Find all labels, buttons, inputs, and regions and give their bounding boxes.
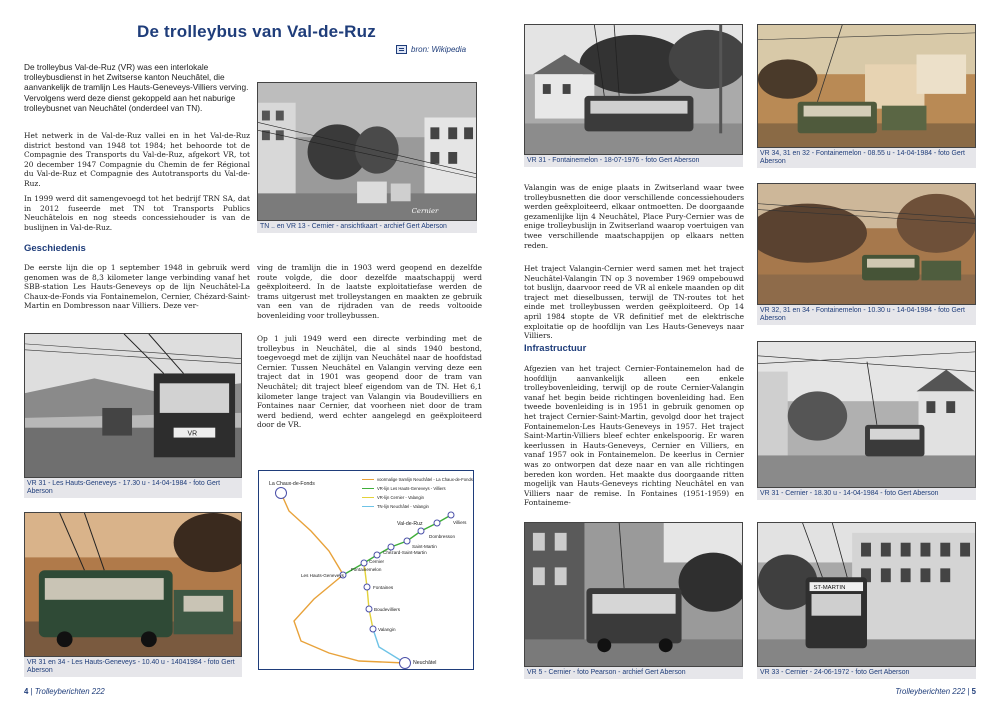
footer-left: 4 | Trolleyberichten 222 [24, 687, 105, 696]
source-note [396, 45, 466, 54]
lead-paragraph: De trolleybus Val-de-Ruz (VR) was een interlokale trolleybusdienst in het Zwitserse kanton Neuchâtel, die aanvankelijk de tramlijn Les Hauts-Geneveys-Villiers verving. Vervolgens werd deze dienst gekoppeld aan het naburige trolleybusnet van Neuchâtel (onderdeel van TN). [24, 62, 249, 113]
photo-vr31-hauts-geneveys [24, 333, 242, 478]
legend-item-tn [362, 504, 473, 509]
history-paragraph-1: De eerste lijn die op 1 september 1948 in gebruik werd genomen was de 8,3 kilometer lange verbinding vanaf het SBB-station Les Hauts-Geneveys op de lijn Neuchâtel-La Chaux-de-Fonds via Fontainemelon, Cernier, Chézard-Saint-Martin en Dombresson naar Villiers. Deze ver- [24, 263, 250, 311]
page-number-right: 5 [971, 687, 976, 696]
map-legend [362, 477, 473, 509]
photo-vr5-cernier [524, 522, 743, 667]
legend-item-vr-main [362, 486, 473, 491]
caption-vr31-34-hauts-geneveys: VR 31 en 34 - Les Hauts-Geneveys - 10.40 u - 14041984 - foto Gert Aberson [24, 657, 242, 677]
map-label-fontaines: Fontaines [373, 585, 394, 590]
map-label-villiers: Villiers [453, 520, 467, 525]
page-number-left: 4 [24, 687, 29, 696]
history-paragraph-3: Op 1 juli 1949 werd een directe verbinding met de trolleybus in Neuchâtel, die al sinds 1940 bestond, toegevoegd met de zijlijn van Neuchâtel naar de hoofdstad Cernier. Tussen Neuchâtel en Valangin verving deze een traject dat in 1901 was geopend door de tram van Neuchâtel; dit traject bleef eigendom van de TN. Het 6,1 kilometer lange traject van Valangin via Boudevilliers en Fontaines naar Cernier, dat voorheen niet door de tram werd bediend, werd echter aangelegd en geëxploiteerd door de VR. [257, 334, 482, 430]
map-label-boudevilliers: Boudevilliers [374, 607, 401, 612]
photo-dest-sign: ST-MARTIN [813, 585, 846, 592]
photo-bus-plate: VR [187, 430, 198, 438]
route-map [258, 470, 474, 670]
legend-swatch-tram [362, 479, 374, 481]
heading-history: Geschiedenis [24, 243, 86, 254]
history-paragraph-2: ving de tramlijn die in 1903 werd geopend en dezelfde route volgde, die door dezelfde maatschappij werd geëxploiteerd. In de laatste exploitatiefase werden de trams uitgerust met trolleystangen en maakten ze gebruik van een van de rijdraden van de reeds voltooide bovenleiding voor trolleybussen. [257, 263, 482, 320]
caption-vr32-31-34-fontainemelon: VR 32, 31 en 34 - Fontainemelon - 10.30 u - 14-04-1984 - foto Gert Aberson [757, 305, 976, 325]
legend-item-tram [362, 477, 473, 482]
map-label-fontainemelon: Fontainemelon [351, 567, 382, 572]
photo-vr31-34-hauts-geneveys [24, 512, 242, 657]
intro-paragraph-1: Het netwerk in de Val-de-Ruz vallei en in het Val-de-Ruz district bestond van 1948 tot 1984; het behoorde tot de Compagnie des Transports du Val-de-Ruz, afgekort VR, tot 20 december 1947 Compagnie du Chemin de fer Régional du Val-de-Ruz et Compagnie des Autotransports du Val-de-Ruz. [24, 131, 250, 188]
photo-cernier-sign: Cernier [411, 207, 439, 216]
caption-vr5-cernier: VR 5 - Cernier - foto Pearson - archief Gert Aberson [524, 667, 743, 679]
map-label-chaux: La Chaux-de-Fonds [269, 481, 315, 487]
map-label-hautsgeneveys: Les Hauts-Geneveys [301, 573, 344, 578]
legend-swatch-vr-main [362, 488, 374, 490]
infrastructure-paragraph: Afgezien van het traject Cernier-Fontainemelon had de hoofdlijn aanvankelijk alleen een enkele trolleybovenleiding, terwijl op de route Cernier-Valangin vanaf het begin beide richtingen bovenleiding had. Een tweede bovenleiding is in 1951 in gebruik genomen op het traject Cernier-Saint-Martin, gevolgd door het traject Fontainemelon-Les Hauts-Geneveys in 1957. Het traject Saint-Martin-Villiers bleef echter enkelspoorig. Er waren keerlussen in Hauts-Geneveys, Cernier en Villiers, en vanaf 1957 ook in Fontainemelon. De keerlus in Cernier was zo ontworpen dat deze naar en van alle richtingen bereden kon worden. Het maakte dus doorgaande ritten mogelijk van Hauts-Geneveys richting Neuchâtel en van Villiers naar de remise. In Fontaines (1951-1959) en Fontaineme- [524, 364, 744, 508]
heading-infrastructure: Infrastructuur [524, 343, 587, 354]
magazine-name-left: Trolleyberichten 222 [34, 687, 105, 696]
column3-paragraph-1: Valangin was de enige plaats in Zwitserland waar twee trolleybusnetten die door verschillende concessiehouders werden geëxploiteerd, elkaar ontmoetten. De doorgaande gezamenlijke lijn 4 Neuchâtel, Place Pury-Cernier was de enige trolleybuslijn in Zwitserland waarop voertuigen van twee verschillende maatschappijen op elkaars netten reden. [524, 183, 744, 250]
map-label-cernier: Cernier [369, 559, 385, 564]
caption-vr31-fontainemelon-1976: VR 31 - Fontainemelon - 18-07-1976 - foto Gert Aberson [524, 155, 743, 167]
source-label: bron: Wikipedia [411, 45, 467, 54]
map-label-valangin: Valangin [378, 627, 396, 632]
map-label-dombresson: Dombresson [429, 534, 456, 539]
legend-label-tram: voormalige tramlijn Neuchâtel - La Chaux-de-Fonds [377, 477, 473, 482]
caption-cernier-postcard: TN .. en VR 13 - Cernier - ansichtkaart - archief Gert Aberson [257, 221, 477, 233]
photo-vr33-cernier [757, 522, 976, 667]
intro-paragraph-2: In 1999 werd dit samengevoegd tot het bedrijf TRN SA, dat in 2012 fuseerde met TN tot Transports Publics Neuchâtelois en nog steeds concessiehouder is van de buslijnen in Val-de-Ruz. [24, 194, 250, 232]
map-label-neuchatel: Neuchâtel [413, 660, 437, 666]
legend-label-tn: TN-lijn Neuchâtel - Valangin [377, 504, 429, 509]
photo-vr31-cernier [757, 341, 976, 488]
legend-label-vr-main: VR-lijn Les Hauts-Geneveys - Villiers [377, 486, 446, 491]
caption-vr31-cernier: VR 31 - Cernier - 18.30 u - 14-04-1984 - foto Gert Aberson [757, 488, 976, 500]
legend-swatch-vr-branch [362, 497, 374, 499]
photo-vr31-fontainemelon-1976 [524, 24, 743, 155]
caption-vr33-cernier: VR 33 - Cernier - 24-06-1972 - foto Gert Aberson [757, 667, 976, 679]
photo-vr32-31-34-fontainemelon [757, 183, 976, 305]
map-label-valderuz: Val-de-Ruz [397, 521, 423, 527]
magazine-name-right: Trolleyberichten 222 [895, 687, 966, 696]
photo-cernier-postcard [257, 82, 477, 221]
legend-item-vr-branch [362, 495, 473, 500]
legend-label-vr-branch: VR-lijn Cernier - Valangin [377, 495, 424, 500]
column3-paragraph-2: Het traject Valangin-Cernier werd samen met het traject Neuchâtel-Valangin TN op 3 november 1969 ompebouwd tot buslijn, daarvoor reed de VR al enkele maanden op dit traject met dieselbussen, terwijl de TN-routes tot het einde met trolleybussen werden geëxploiteerd. Op 14 april 1984 stopte de VR definitief met de elektrische exploitatie op de hoofdlijn van Les Hauts-Geneveys naar Villiers. [524, 264, 744, 341]
caption-vr31-hauts-geneveys: VR 31 - Les Hauts-Geneveys - 17.30 u - 14-04-1984 - foto Gert Aberson [24, 478, 242, 498]
map-label-chezard: Chézard-Saint-Martin [383, 550, 427, 555]
article-title: De trolleybus van Val-de-Ruz [137, 22, 376, 41]
document-icon [396, 45, 407, 54]
photo-vr34-31-32-fontainemelon [757, 24, 976, 148]
legend-swatch-tn [362, 506, 374, 508]
footer-right: Trolleyberichten 222 | 5 [895, 687, 976, 696]
caption-vr34-31-32-fontainemelon: VR 34, 31 en 32 - Fontainemelon - 08.55 u - 14-04-1984 - foto Gert Aberson [757, 148, 976, 168]
map-label-saintmartin: Saint-Martin [412, 544, 437, 549]
